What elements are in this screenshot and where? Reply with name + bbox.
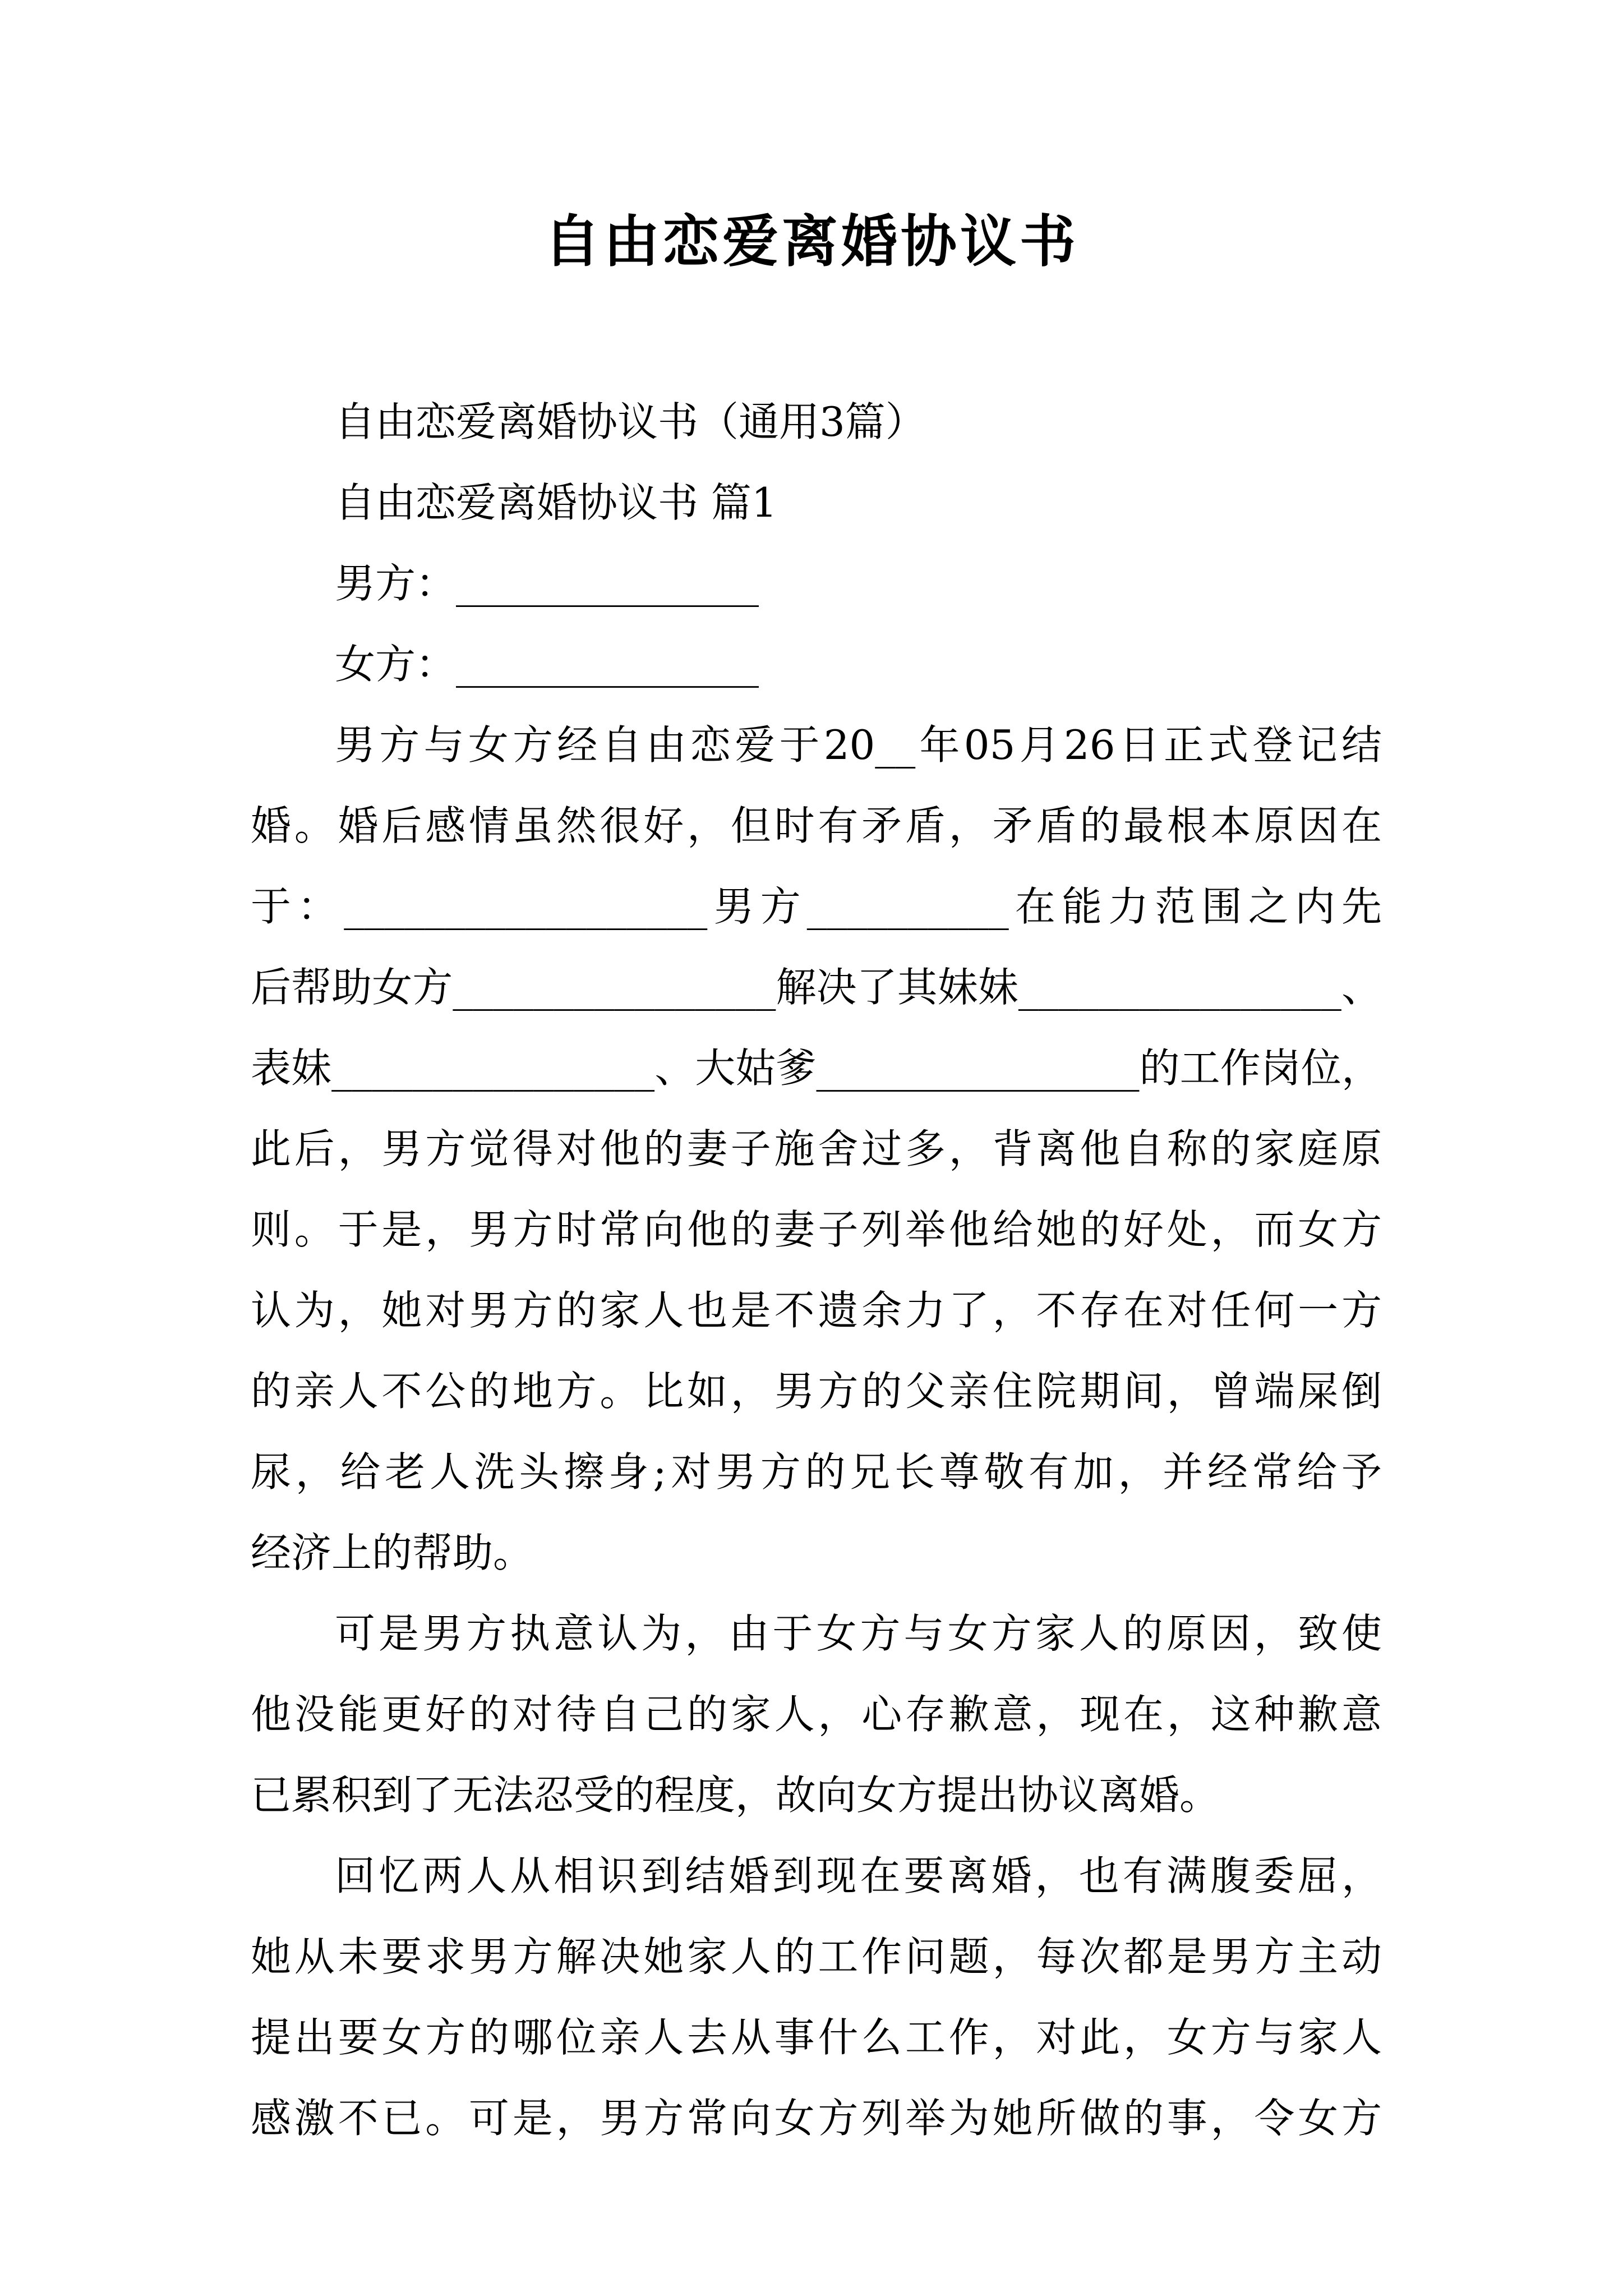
male-party-field: 男方：_______________ (335, 560, 759, 607)
paragraph-line: 经济上的帮助。 (251, 1529, 534, 1576)
paragraph-line: 此后，男方觉得对他的妻子施舍过多，背离他自称的家庭原 (251, 1125, 1382, 1172)
paragraph-line: 感激不已。可是，男方常向女方列举为她所做的事，令女方 (251, 2095, 1382, 2142)
paragraph-line: 认为，她对男方的家人也是不遗余力了，不存在对任何一方 (251, 1287, 1382, 1334)
paragraph-line: 后帮助女方________________解决了其妹妹________________、 (251, 964, 1382, 1011)
paragraph-line: 的亲人不公的地方。比如，男方的父亲住院期间，曾端屎倒 (251, 1368, 1382, 1415)
paragraph-line: 婚。婚后感情虽然很好，但时有矛盾，矛盾的最根本原因在 (251, 802, 1382, 849)
paragraph-line: 她从未要求男方解决她家人的工作问题，每次都是男方主动 (251, 1933, 1382, 1980)
paragraph-line: 他没能更好的对待自己的家人，心存歉意，现在，这种歉意 (251, 1691, 1382, 1738)
paragraph-3 (251, 1835, 1382, 2159)
paragraph-line: 可是男方执意认为，由于女方与女方家人的原因，致使 (335, 1610, 1382, 1657)
paragraph-line: 则。于是，男方时常向他的妻子列举他给她的好处，而女方 (251, 1206, 1382, 1253)
document-body (251, 381, 1382, 2159)
paragraph-2 (251, 1593, 1382, 1835)
paragraph-line: 表妹________________、大姑爹________________的工作岗位， (251, 1045, 1382, 1092)
paragraph-line: 尿，给老人洗头擦身;对男方的兄长尊敬有加，并经常给予 (251, 1448, 1382, 1496)
paragraph-line: 已累积到了无法忍受的程度，故向女方提出协议离婚。 (251, 1772, 1220, 1819)
document-title: 自由恋爱离婚协议书 (544, 208, 1079, 274)
paragraph-line: 于：__________________男方__________在能力范围之内先 (251, 883, 1382, 930)
paragraph-line: 提出要女方的哪位亲人去从事什么工作，对此，女方与家人 (251, 2014, 1382, 2061)
paragraph-line: 回忆两人从相识到结婚到现在要离婚，也有满腹委屈， (335, 1852, 1382, 1899)
document-subtitle: 自由恋爱离婚协议书（通用3篇） (335, 398, 926, 445)
female-party-field: 女方：_______________ (335, 641, 759, 688)
paragraph-line: 男方与女方经自由恋爱于20__年05月26日正式登记结 (335, 721, 1382, 769)
paragraph-1 (251, 705, 1382, 1593)
section-heading: 自由恋爱离婚协议书 篇1 (335, 479, 777, 526)
